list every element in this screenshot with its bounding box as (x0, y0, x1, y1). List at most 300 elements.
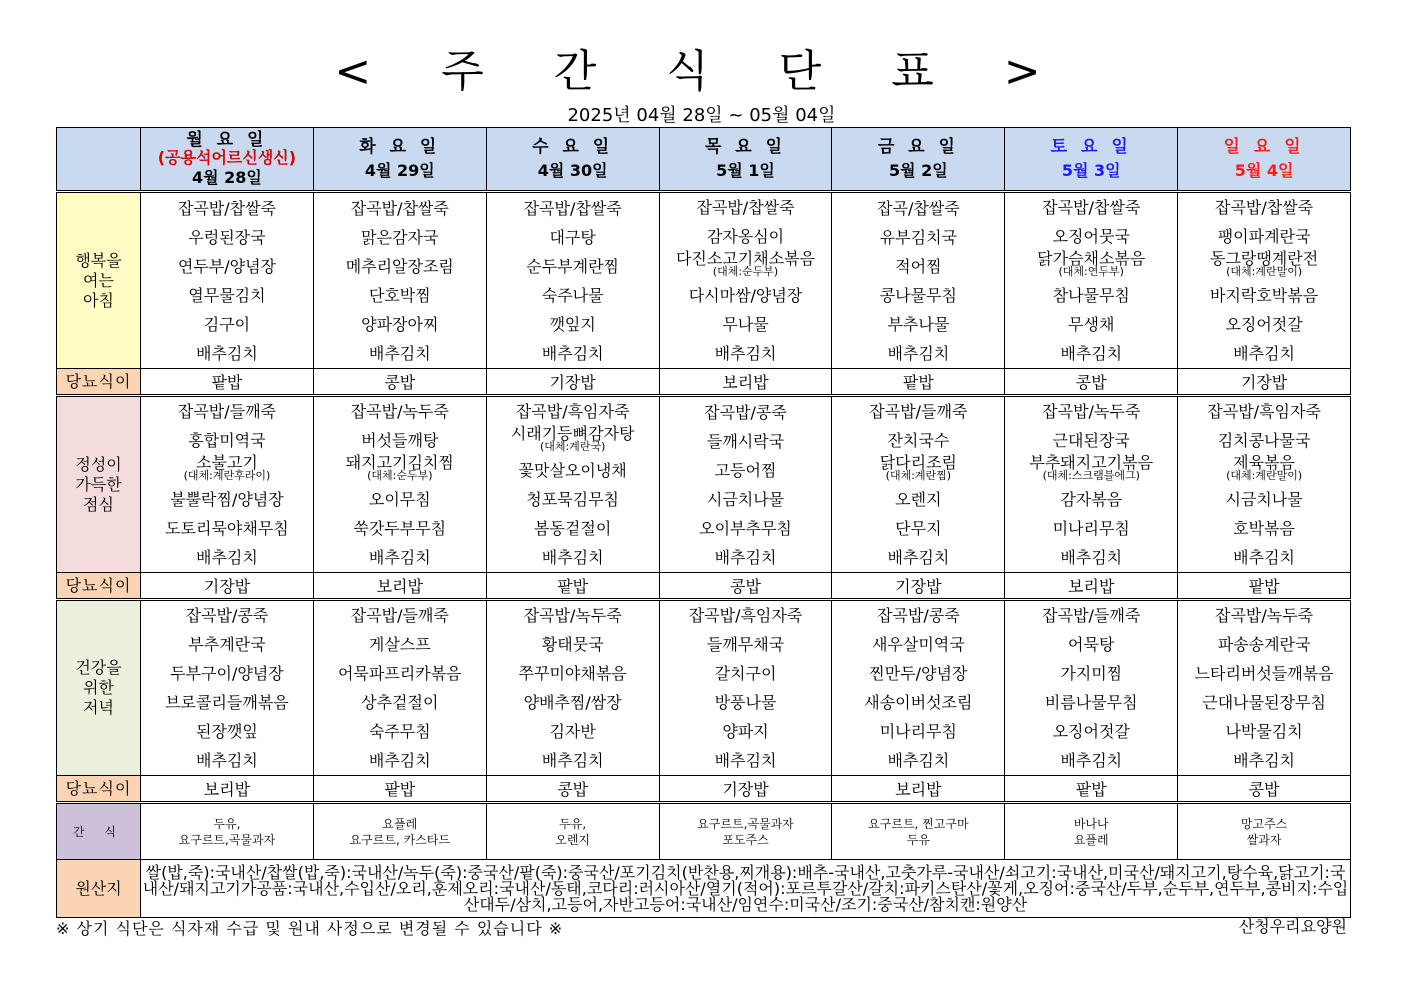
dish-item (487, 456, 659, 485)
dish-name: 김치콩나물국 (1217, 431, 1311, 450)
dish-item (314, 659, 486, 688)
dish-item (1005, 251, 1177, 281)
dish-name: 깻잎지 (549, 314, 596, 334)
dish-item (141, 339, 313, 368)
dish-item (660, 485, 832, 514)
dish-name: 잡곡밥/들깨죽 (869, 402, 968, 421)
row-label-line: 점심 (83, 494, 114, 514)
row-label-diabetic: 당뇨식이 (57, 776, 141, 803)
dinner-cell (1178, 600, 1351, 776)
dish-item (141, 688, 313, 717)
dish-name: 배추김치 (368, 751, 431, 770)
dish-name: 꽃맛살오이냉채 (518, 461, 627, 480)
snack-cell (832, 803, 1005, 860)
dish-substitute: (대체:계란찜) (885, 469, 952, 482)
dish-name: 배추김치 (368, 548, 431, 567)
dish-name: 배추김치 (714, 547, 777, 567)
row-label-diabetic: 당뇨식이 (57, 369, 141, 396)
dish-item (487, 223, 659, 252)
dish-item (660, 514, 832, 543)
row-label-line: 아침 (83, 290, 114, 310)
dish-item (314, 717, 486, 746)
row-label-breakfast (57, 192, 141, 369)
dish-item (314, 630, 486, 659)
lunch_diabetic-row (57, 573, 1351, 600)
dish-name: 잡곡밥/찹쌀죽 (177, 198, 276, 218)
day-date: 5월 2일 (888, 161, 948, 180)
dish-name: 찐만두/양념장 (869, 664, 968, 683)
dish-item (1005, 485, 1177, 514)
diabetic-cell: 팥밥 (486, 573, 659, 600)
snack-cell (659, 803, 832, 860)
day-name: 금 요 일 (877, 137, 959, 157)
day-name: 월 요 일 (186, 130, 268, 150)
dish-item (487, 397, 659, 426)
dish-substitute: (대체:계란국) (539, 440, 606, 453)
lunch-row (57, 396, 1351, 573)
snack-cell (313, 803, 486, 860)
dish-name: 감자볶음 (1060, 490, 1123, 509)
dish-item (141, 485, 313, 514)
dish-name: 배추김치 (714, 344, 777, 363)
dish-name: 쭈꾸미야채볶음 (518, 664, 627, 683)
diabetic-cell: 팥밥 (832, 369, 1005, 396)
dish-name: 새우살미역국 (871, 635, 965, 654)
dish-item (314, 514, 486, 543)
lunch-cell (832, 396, 1005, 573)
dish-name: 잡곡밥/찹쌀죽 (1042, 198, 1141, 217)
dish-name: 순두부계란찜 (526, 256, 620, 276)
row-label-line: 가득한 (75, 474, 122, 494)
snack-cell (486, 803, 659, 860)
dish-item (141, 397, 313, 426)
dish-name: 팽이파계란국 (1217, 227, 1311, 246)
diabetic-cell: 기장밥 (659, 776, 832, 803)
dish-name: 동그랑땡계란전 (1209, 249, 1319, 268)
dish-item (660, 251, 832, 281)
dish-item (314, 194, 486, 223)
diabetic-cell: 콩밥 (313, 369, 486, 396)
row-label-snack: 간 식 (57, 803, 141, 860)
dish-name: 오이무침 (368, 490, 431, 509)
dish-item (141, 455, 313, 485)
dish-item (832, 281, 1004, 310)
dish-name: 바지락호박볶음 (1209, 286, 1319, 305)
dish-name: 콩나물무침 (879, 285, 957, 305)
dish-name: 배추김치 (196, 343, 258, 363)
dish-item (660, 339, 832, 368)
row-label-line: 정성이 (75, 454, 122, 474)
dish-item (1005, 746, 1177, 775)
dish-name: 오징어뭇국 (1052, 227, 1130, 246)
dish-name: 배추김치 (541, 751, 604, 770)
dish-item (832, 310, 1004, 339)
lunch-cell (141, 396, 314, 573)
breakfast-cell (1005, 192, 1178, 369)
dish-item (487, 601, 659, 630)
dish-item (314, 223, 486, 252)
snack-row (57, 803, 1351, 860)
dish-name: 맑은감자국 (361, 227, 439, 247)
footer-org: 산청우리요양원 (1238, 917, 1347, 936)
dish-item (1005, 310, 1177, 339)
dish-name: 배추김치 (1233, 344, 1295, 363)
row-label-line: 저녁 (83, 698, 114, 717)
dish-name: 돼지고기김치찜 (345, 453, 454, 472)
breakfast-cell (1178, 192, 1351, 369)
dish-name: 배추김치 (1060, 751, 1123, 770)
dish-name: 배추김치 (887, 548, 950, 567)
diabetic-cell: 보리밥 (832, 776, 1005, 803)
dish-item (832, 630, 1004, 659)
dish-item (1005, 717, 1177, 746)
dish-name: 무나물 (722, 315, 769, 334)
dish-name: 배추김치 (196, 548, 258, 567)
dish-name: 잡곡밥/들깨죽 (350, 606, 449, 625)
dish-name: 오징어젓갈 (1225, 315, 1303, 334)
dish-name: 잡곡밥/콩죽 (704, 402, 787, 422)
diabetic-cell: 기장밥 (832, 573, 1005, 600)
dish-name: 잡곡밥/들깨죽 (1042, 606, 1141, 625)
breakfast_diabetic-row (57, 369, 1351, 396)
dish-item (141, 514, 313, 543)
day-note: (공용석어르신생신) (157, 148, 297, 167)
dish-name: 김자반 (549, 722, 596, 741)
dish-item (141, 426, 313, 455)
dinner-cell (313, 600, 486, 776)
snack-cell (1178, 803, 1351, 860)
dish-name: 배추김치 (887, 343, 950, 363)
dish-name: 단무지 (895, 519, 942, 538)
dish-item (487, 543, 659, 572)
dish-item (1005, 339, 1177, 368)
dish-item (141, 659, 313, 688)
dish-item (1178, 193, 1350, 222)
dish-item (1005, 397, 1177, 426)
dish-name: 갈치구이 (714, 664, 777, 683)
dish-item (141, 543, 313, 572)
dish-name: 나박물김치 (1225, 722, 1303, 741)
dish-item (314, 397, 486, 426)
dish-item (141, 252, 313, 281)
dish-name: 게살스프 (368, 635, 431, 654)
dish-name: 브로콜리들깨볶음 (165, 693, 289, 712)
snack-item: 두유 (906, 832, 930, 847)
dinner-cell (486, 600, 659, 776)
dish-item (832, 485, 1004, 514)
dish-name: 배추김치 (1060, 344, 1123, 363)
diabetic-cell: 기장밥 (141, 573, 314, 600)
dish-item (1178, 251, 1350, 281)
dish-name: 잡곡밥/녹두죽 (1215, 606, 1314, 625)
dish-substitute: (대체:계란말이) (1226, 469, 1303, 482)
dish-name: 배추김치 (541, 548, 604, 567)
dish-name: 부추돼지고기볶음 (1029, 453, 1154, 472)
snack-item: 두유, (559, 816, 587, 831)
breakfast-row (57, 192, 1351, 369)
dish-item (487, 688, 659, 717)
breakfast-cell (313, 192, 486, 369)
snack-item: 포도주스 (722, 832, 769, 847)
lunch-cell (659, 396, 832, 573)
row-label-line: 행복을 (75, 250, 122, 270)
dish-name: 감자옹심이 (706, 227, 785, 246)
row-label-lunch (57, 396, 141, 573)
dish-name: 두부구이/양념장 (170, 664, 284, 683)
dish-name: 잡곡밥/녹두죽 (523, 606, 622, 625)
snack-item: 요구르트, 카스타드 (349, 832, 450, 847)
dish-item (1005, 193, 1177, 222)
day-header-3 (486, 128, 659, 192)
dish-item (1005, 688, 1177, 717)
snack-item: 요구르트,곡물과자 (178, 832, 276, 847)
dish-item (314, 252, 486, 281)
dish-substitute: (대체:계란말이) (1226, 265, 1303, 278)
dish-item (1178, 601, 1350, 630)
footer-note: ※ 상기 식단은 식자재 수급 및 원내 사정으로 변경될 수 있습니다 ※ (56, 919, 564, 938)
dish-item (832, 223, 1004, 252)
dish-name: 배추김치 (1233, 548, 1295, 567)
dish-item (1178, 514, 1350, 543)
dish-item (487, 339, 659, 368)
dish-name: 오이부추무침 (699, 518, 792, 538)
dish-name: 잡곡밥/찹쌀죽 (523, 198, 622, 218)
dish-item (1178, 746, 1350, 775)
day-header-7 (1178, 128, 1351, 192)
day-header-4 (659, 128, 832, 192)
dish-item (314, 485, 486, 514)
dish-substitute: (대체:계란후라이) (183, 469, 271, 482)
breakfast-cell (659, 192, 832, 369)
dish-name: 잡곡밥/들깨죽 (177, 402, 276, 421)
dish-name: 고등어찜 (714, 460, 777, 480)
dish-item (1005, 543, 1177, 572)
dish-item (1178, 659, 1350, 688)
snack-cell (141, 803, 314, 860)
dish-item (660, 746, 832, 775)
dish-substitute: (대체:스크램블에그) (1042, 469, 1140, 482)
dish-name: 오렌지 (895, 490, 942, 509)
day-date: 4월 30일 (537, 161, 608, 180)
dish-name: 근대된장국 (1052, 431, 1130, 450)
dish-item (660, 717, 832, 746)
dish-name: 상추겉절이 (361, 693, 439, 712)
dish-item (660, 281, 832, 310)
dish-name: 양파장아찌 (361, 314, 439, 334)
dish-item (832, 746, 1004, 775)
dish-name: 된장깻잎 (196, 722, 258, 741)
dish-name: 호박볶음 (1233, 519, 1295, 538)
dish-name: 잡곡밥/흑임자죽 (1207, 402, 1321, 421)
lunch-cell (1178, 396, 1351, 573)
dish-name: 미나리무침 (1052, 519, 1130, 538)
dish-item (487, 659, 659, 688)
day-name: 수 요 일 (532, 137, 614, 157)
dish-item (832, 688, 1004, 717)
breakfast-cell (832, 192, 1005, 369)
dish-name: 적어찜 (895, 256, 942, 276)
dish-name: 무생채 (1068, 315, 1115, 334)
dish-name: 시금치나물 (706, 489, 785, 509)
dish-name: 배추김치 (887, 751, 950, 770)
dish-name: 시금치나물 (1225, 490, 1303, 509)
dish-item (314, 455, 486, 485)
dish-item (1005, 426, 1177, 455)
dish-item (314, 426, 486, 455)
dish-name: 양파지 (722, 722, 769, 741)
dish-name: 잡곡밥/흑임자죽 (688, 606, 803, 625)
dinner-cell (141, 600, 314, 776)
dish-name: 메추리알장조림 (345, 256, 454, 276)
lunch-cell (1005, 396, 1178, 573)
dish-item (832, 514, 1004, 543)
dish-item (141, 194, 313, 223)
diabetic-cell: 보리밥 (313, 573, 486, 600)
diabetic-cell: 기장밥 (486, 369, 659, 396)
dish-name: 연두부/양념장 (177, 256, 276, 276)
snack-item: 요플레 (1073, 832, 1109, 847)
diabetic-cell: 콩밥 (659, 573, 832, 600)
origin-text: 쌀(밥,죽):국내산/찹쌀(밥,죽):국내산/녹두(죽):중국산/팥(죽):중국산/포기김치(반찬용,찌개용):배추-국내산,고춧가루-국내산/쇠고기:국내산,미국산/돼지고기,탕수육,닭고기:국내산/돼지고기가공품:국내산,수입산/오리,훈제오리:국내산/동태,코다리:러시아산/열기(적어):포르투갈산/갈치:파키스탄산/꽃게,오징어:중국산/두부,순두부,연두부,콩비지:수입산대두/삼치,고등어,자반고등어:국내산/임연수:미국산/조기:중국산/참치캔:원양산 (141, 860, 1351, 918)
date-range: 2025년 04월 28일 ~ 05월 04일 (567, 105, 836, 126)
day-header-1 (141, 128, 314, 192)
dish-name: 배추김치 (368, 343, 431, 363)
snack-item: 바나나 (1073, 816, 1109, 831)
diabetic-cell: 팥밥 (313, 776, 486, 803)
dish-name: 잡곡밥/찹쌀죽 (1215, 198, 1314, 217)
day-date: 5월 1일 (716, 161, 775, 180)
diabetic-cell: 보리밥 (659, 369, 832, 396)
dish-name: 제육볶음 (1233, 453, 1295, 472)
dish-item (660, 222, 832, 251)
breakfast-cell (141, 192, 314, 369)
page-title: < 주 간 식 단 표 > (334, 46, 1069, 97)
dish-item (832, 397, 1004, 426)
dish-name: 숙주무침 (368, 722, 431, 741)
dish-item (832, 717, 1004, 746)
dish-item (141, 717, 313, 746)
snack-item: 망고주스 (1240, 816, 1288, 831)
dish-name: 잡곡/찹쌀죽 (877, 198, 960, 218)
dish-item (832, 659, 1004, 688)
day-date: 5월 3일 (1061, 161, 1121, 180)
dish-name: 다시마쌈/양념장 (688, 286, 803, 305)
row-label-line: 위한 (83, 678, 114, 697)
dish-name: 잡곡밥/찹쌀죽 (696, 198, 795, 217)
day-header-2 (313, 128, 486, 192)
dish-name: 어묵파프리카볶음 (337, 664, 462, 683)
dish-item (1005, 455, 1177, 485)
snack-cell (1005, 803, 1178, 860)
dish-item (660, 543, 832, 572)
dish-name: 우렁된장국 (188, 227, 266, 247)
dish-name: 배추김치 (196, 751, 258, 770)
diabetic-cell: 콩밥 (1005, 369, 1178, 396)
dish-item (141, 223, 313, 252)
dish-item (1178, 281, 1350, 310)
dish-name: 단호박찜 (368, 285, 431, 305)
dish-name: 참나물무침 (1052, 286, 1130, 305)
dish-item (487, 252, 659, 281)
diabetic-cell: 보리밥 (141, 776, 314, 803)
dish-name: 부추나물 (887, 314, 950, 334)
dish-name: 김구이 (203, 314, 251, 334)
dish-item (1178, 543, 1350, 572)
dish-item (487, 717, 659, 746)
dish-name: 가지미찜 (1060, 664, 1123, 683)
dinner_diabetic-row (57, 776, 1351, 803)
dish-substitute: (대체:연두부) (1058, 265, 1124, 278)
dish-name: 잡곡밥/녹두죽 (1042, 402, 1141, 421)
dish-name: 유부김치국 (879, 227, 957, 247)
dish-substitute: (대체:순두부) (367, 469, 433, 482)
dish-name: 잡곡밥/콩죽 (185, 606, 269, 625)
dish-item (660, 630, 832, 659)
dish-item (314, 281, 486, 310)
dish-name: 버섯들깨탕 (361, 431, 439, 450)
dish-name: 홍합미역국 (188, 431, 266, 450)
dish-item (1178, 688, 1350, 717)
dish-name: 봄동겉절이 (534, 519, 612, 538)
dish-name: 근대나물된장무침 (1202, 693, 1326, 712)
dish-name: 시래기등뼈감자탕 (510, 424, 635, 443)
dish-item (141, 310, 313, 339)
dish-item (1178, 339, 1350, 368)
dish-name: 느타리버섯들깨볶음 (1194, 664, 1334, 683)
diabetic-cell: 보리밥 (1005, 573, 1178, 600)
dish-item (141, 746, 313, 775)
dish-item (1178, 426, 1350, 455)
diabetic-cell: 기장밥 (1178, 369, 1351, 396)
dish-name: 어묵탕 (1068, 635, 1115, 654)
weekly-menu-table (56, 127, 1351, 918)
dish-item (660, 601, 832, 630)
dish-item (314, 688, 486, 717)
dish-item (314, 310, 486, 339)
dish-item (487, 746, 659, 775)
dish-name: 오징어젓갈 (1052, 722, 1130, 741)
dish-item (141, 601, 313, 630)
snack-item: 두유, (213, 816, 241, 831)
row-label-line: 건강을 (75, 658, 122, 677)
dish-name: 잡곡밥/찹쌀죽 (350, 198, 449, 218)
day-name: 일 요 일 (1223, 137, 1305, 157)
day-date: 5월 4일 (1234, 161, 1294, 180)
day-date: 4월 29일 (364, 161, 435, 180)
dish-item (832, 339, 1004, 368)
dish-item (314, 746, 486, 775)
row-label-dinner (57, 600, 141, 776)
dish-item (487, 310, 659, 339)
dish-name: 소불고기 (196, 453, 258, 472)
dish-item (314, 339, 486, 368)
dish-name: 잡곡밥/녹두죽 (350, 402, 449, 421)
dish-name: 배추김치 (541, 343, 604, 363)
dish-item (1005, 601, 1177, 630)
dish-item (832, 543, 1004, 572)
dish-name: 배추김치 (1233, 751, 1295, 770)
dish-item (1178, 485, 1350, 514)
dish-item (832, 252, 1004, 281)
dish-item (1178, 630, 1350, 659)
diabetic-cell: 팥밥 (1178, 573, 1351, 600)
dish-name: 잡곡밥/콩죽 (877, 606, 960, 625)
diabetic-cell: 팥밥 (141, 369, 314, 396)
dish-item (314, 601, 486, 630)
day-header-6 (1005, 128, 1178, 192)
dish-item (141, 630, 313, 659)
dish-item (1178, 397, 1350, 426)
